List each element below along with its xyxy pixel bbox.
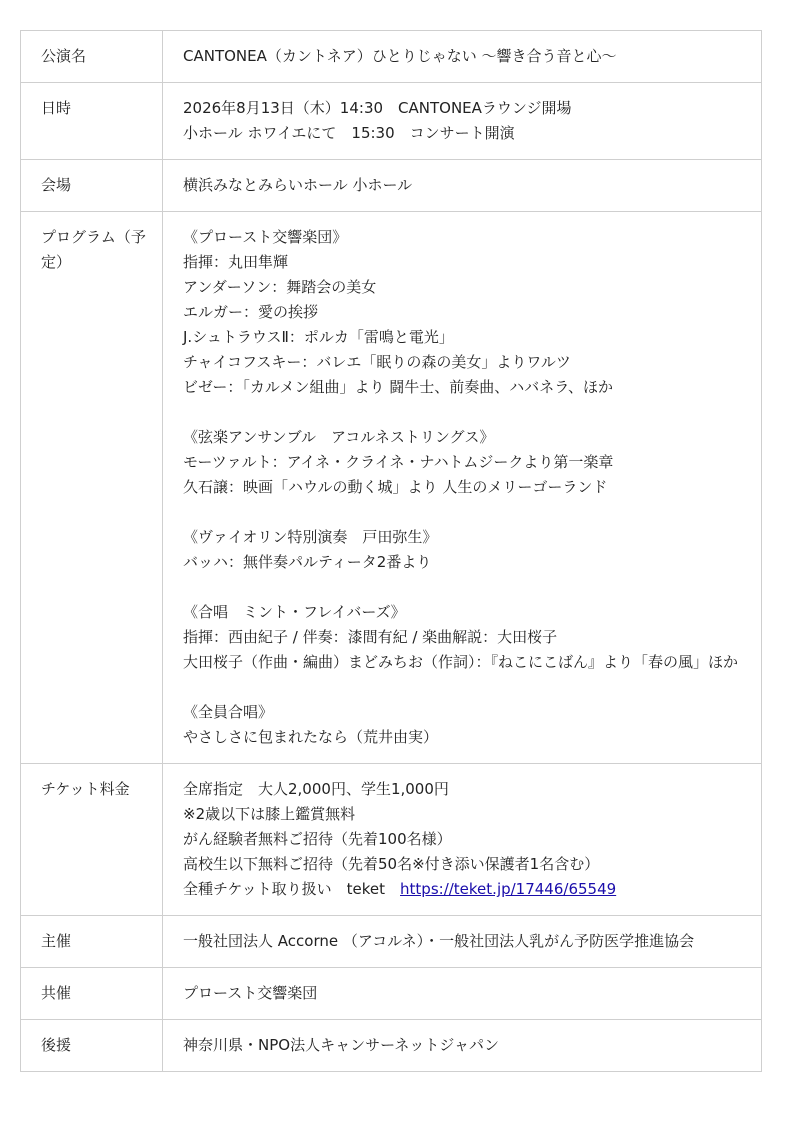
table-row xyxy=(21,160,762,212)
title-line: CANTONEA（カントネア）ひとりじゃない 〜響き合う音と心〜 xyxy=(183,47,617,65)
row-value-title xyxy=(163,31,762,83)
ticket-link[interactable]: https://teket.jp/17446/65549 xyxy=(400,880,617,898)
table-row xyxy=(21,1020,762,1072)
program-line: 《弦楽アンサンブル アコルネストリングス》 xyxy=(183,428,495,446)
row-value-support xyxy=(163,1020,762,1072)
program-line: 指揮：西由紀子 / 伴奏：漆間有紀 / 楽曲解説：大田桜子 xyxy=(183,628,558,646)
date-line: 2026年8月13日（木）14:30 CANTONEAラウンジ開場 xyxy=(183,99,572,117)
row-value-cohost xyxy=(163,968,762,1020)
program-line: 指揮：丸田隼輝 xyxy=(183,253,289,271)
row-label-title: 公演名 xyxy=(21,31,163,83)
cohost-line: プロースト交響楽団 xyxy=(183,984,318,1002)
ticket-line: 全席指定 大人2,000円、学生1,000円 xyxy=(183,780,449,798)
program-line: モーツァルト：アイネ・クライネ・ナハトムジークより第一楽章 xyxy=(183,453,614,471)
program-line: 《合唱 ミント・フレイバーズ》 xyxy=(183,603,406,621)
row-label-organizer: 主催 xyxy=(21,916,163,968)
ticket-line: ※2歳以下は膝上鑑賞無料 xyxy=(183,805,356,823)
program-line: J.シュトラウスⅡ：ポルカ「雷鳴と電光」 xyxy=(183,328,454,346)
table-row xyxy=(21,31,762,83)
table-row xyxy=(21,83,762,160)
program-line: チャイコフスキー：バレエ「眠りの森の美女」よりワルツ xyxy=(183,353,571,371)
row-label-venue: 会場 xyxy=(21,160,163,212)
program-spacer xyxy=(183,675,753,700)
row-value-date xyxy=(163,83,762,160)
venue-line: 横浜みなとみらいホール 小ホール xyxy=(183,176,413,194)
row-value-venue xyxy=(163,160,762,212)
program-line: アンダーソン：舞踏会の美女 xyxy=(183,278,377,296)
program-spacer xyxy=(183,575,753,600)
support-line: 神奈川県・NPO法人キャンサーネットジャパン xyxy=(183,1036,500,1054)
program-line: 久石譲：映画「ハウルの動く城」より 人生のメリーゴーランド xyxy=(183,478,608,496)
ticket-link-prefix: 全種チケット取り扱い teket xyxy=(183,880,401,898)
ticket-line: がん経験者無料ご招待（先着100名様） xyxy=(183,830,452,848)
program-line: やさしさに包まれたなら（荒井由実） xyxy=(183,728,439,746)
ticket-line: 高校生以下無料ご招待（先着50名※付き添い保護者1名含む） xyxy=(183,855,600,873)
program-line: 《全員合唱》 xyxy=(183,703,274,721)
row-label-ticket: チケット料金 xyxy=(21,764,163,916)
row-value-organizer xyxy=(163,916,762,968)
program-line: 大田桜子（作曲・編曲）まどみちお（作詞）：『ねこにこばん』より「春の風」ほか xyxy=(183,653,739,671)
row-value-program xyxy=(163,212,762,764)
program-line: ビゼー：「カルメン組曲」より 闘牛士、前奏曲、ハバネラ、ほか xyxy=(183,378,614,396)
program-line: エルガー：愛の挨拶 xyxy=(183,303,319,321)
table-row xyxy=(21,764,762,916)
event-info-document xyxy=(20,30,762,1072)
program-spacer xyxy=(183,500,753,525)
row-value-ticket xyxy=(163,764,762,916)
ticket-link-line xyxy=(183,877,753,902)
program-spacer xyxy=(183,400,753,425)
program-line: バッハ：無伴奏パルティータ2番より xyxy=(183,553,432,571)
date-line: 小ホール ホワイエにて 15:30 コンサート開演 xyxy=(183,124,515,142)
program-line: 《ヴァイオリン特別演奏 戸田弥生》 xyxy=(183,528,438,546)
table-row xyxy=(21,916,762,968)
row-label-support: 後援 xyxy=(21,1020,163,1072)
organizer-line: 一般社団法人 Accorne （アコルネ）・一般社団法人乳がん予防医学推進協会 xyxy=(183,932,695,950)
table-row xyxy=(21,212,762,764)
event-info-table xyxy=(20,30,762,1072)
row-label-program: プログラム（予定） xyxy=(21,212,163,764)
program-line: 《プロースト交響楽団》 xyxy=(183,228,348,246)
row-label-date: 日時 xyxy=(21,83,163,160)
row-label-cohost: 共催 xyxy=(21,968,163,1020)
table-row xyxy=(21,968,762,1020)
